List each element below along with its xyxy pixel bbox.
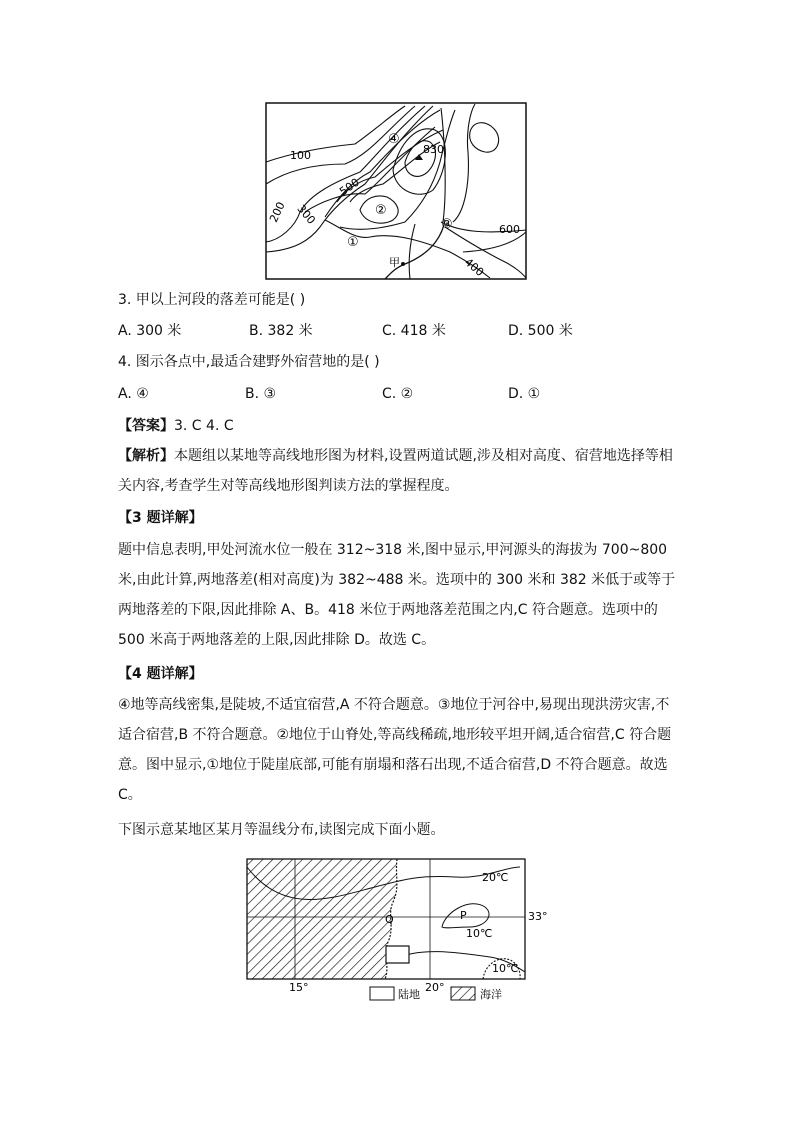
contour-label-400: 400 [461,255,487,280]
river-marker [401,262,405,266]
detail-4-heading: 【4 题详解】 [118,666,203,682]
contour-map [265,102,527,280]
question-3-stem: 3. 甲以上河段的落差可能是( ) [118,292,306,308]
q4-option-c: C. ② [382,386,414,402]
analysis-paragraph [118,441,678,501]
q4-option-d: D. ① [508,386,541,402]
contour-label-300: 300 [294,202,318,227]
analysis-tag: 【解析】 [118,448,174,464]
contour-label-200: 200 [267,199,288,225]
latitude-33-label: 33° [528,910,548,923]
contour-map-figure [265,102,527,280]
question-4-stem: 4. 图示各点中,最适合建野外宿营地的是( ) [118,354,380,370]
point-3: ③ [441,217,453,232]
legend-land-swatch [370,987,394,1000]
point-1: ① [347,235,359,250]
contour-label-500: 500 [337,175,362,199]
isotherm-10c-label-b: 10℃ [492,962,519,975]
point-2: ② [375,203,387,218]
q4-option-a: A. ④ [118,386,149,402]
legend-land-label: 陆地 [398,988,420,1001]
point-p-label: P [460,909,467,922]
legend-ocean-label: 海洋 [480,988,502,1001]
q3-option-a: A. 300 米 [118,323,182,339]
figure-2-intro: 下图示意某地区某月等温线分布,读图完成下面小题。 [118,822,445,838]
longitude-20-label: 20° [425,981,445,994]
river-label: 甲 [389,256,400,269]
point-4: ④ [388,132,400,147]
isotherm-10c-label-a: 10℃ [466,927,493,940]
answer-tag: 【答案】 [118,418,174,434]
isotherm-20c-label: 20℃ [482,871,509,884]
detail-3-heading: 【3 题详解】 [118,510,203,526]
answer-text: 3. C 4. C [174,418,234,434]
q4-option-b: B. ③ [245,386,277,402]
isotherm-map [245,857,548,1007]
q3-option-b: B. 382 米 [249,323,313,339]
q3-option-d: D. 500 米 [508,323,573,339]
longitude-15-label: 15° [289,981,309,994]
detail-4-text: ④地等高线密集,是陡坡,不适宜宿营,A 不符合题意。③地位于河谷中,易现出现洪涝灾害,不适合宿营,B 不符合题意。②地位于山脊处,等高线稀疏,地形较平坦开阔,适合宿营,C 符合题意。图中显示,①地位于陡崖底部,可能有崩塌和落石出现,不适合宿营,D 不符合题意。故选 C。 [118,697,672,803]
legend-ocean-swatch [451,987,475,1000]
answer-line [118,416,234,436]
point-q-label: Q [385,913,394,926]
q3-option-c: C. 418 米 [382,323,446,339]
analysis-text: 本题组以某地等高线地形图为材料,设置两道试题,涉及相对高度、宿营地选择等相关内容,考查学生对等高线地形图判读方法的掌握程度。 [118,448,673,494]
isotherm-map-figure [245,857,548,1007]
contour-label-600: 600 [499,223,520,236]
detail-3-text: 题中信息表明,甲处河流水位一般在 312~318 米,图中显示,甲河源头的海拔为 700~800 米,由此计算,两地落差(相对高度)为 382~488 米。选项中的 300 米和 382 米低于或等于两地落差的下限,因此排除 A、B。418 米位于两地落差范围之内,C 符合题意。选项中的 500 米高于两地落差的上限,因此排除 D。故选 C。 [118,542,676,648]
peak-elevation: 830 [423,143,444,156]
contour-label-100: 100 [290,149,311,162]
